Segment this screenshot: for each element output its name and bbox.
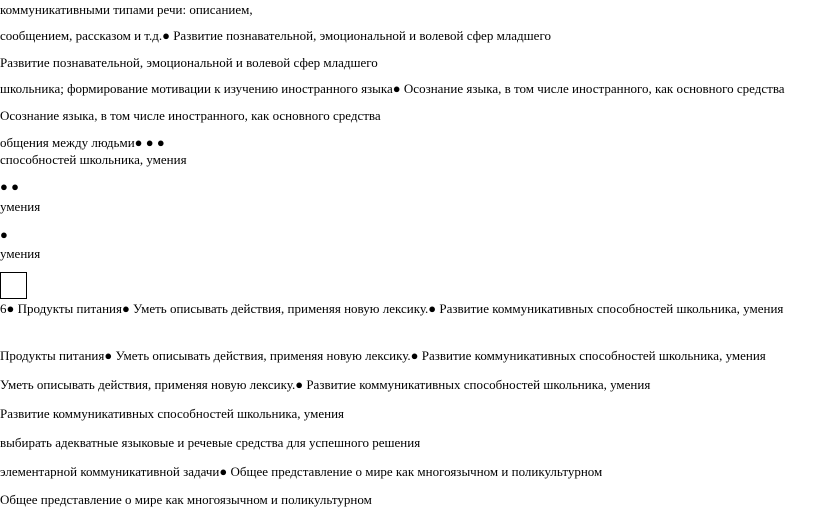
- text-line-18: Общее представление о мире как многоязычном и поликультурном: [0, 492, 372, 507]
- text-line-11: умения: [0, 246, 41, 261]
- text-line-4: школьника; формирование мотивации к изучению иностранного языка● Осознание языка, в том числе иностранного, как основного средства: [0, 81, 785, 96]
- text-line-7: способностей школьника, умения: [0, 152, 187, 167]
- text-line-16: выбирать адекватные языковые и речевые средства для успешного решения: [0, 435, 421, 450]
- text-line-13: Продукты питания● Уметь описывать действия, применяя новую лексику.● Развитие коммуникативных способностей школьника, умения: [0, 348, 766, 363]
- text-line-2: сообщением, рассказом и т.д.● Развитие познавательной, эмоциональной и волевой сфер младшего: [0, 28, 551, 43]
- text-line-3: Развитие познавательной, эмоциональной и волевой сфер младшего: [0, 55, 378, 70]
- text-line-9: умения: [0, 199, 41, 214]
- text-line-15: Развитие коммуникативных способностей школьника, умения: [0, 406, 345, 421]
- empty-box: [0, 272, 27, 299]
- text-line-17: элементарной коммуникативной задачи● Общее представление о мире как многоязычном и поликультурном: [0, 464, 603, 479]
- text-line-8: ● ●: [0, 179, 19, 194]
- text-line-6: общения между людьми● ● ●: [0, 135, 165, 150]
- text-line-14: Уметь описывать действия, применяя новую лексику.● Развитие коммуникативных способностей школьника, умения: [0, 377, 651, 392]
- text-line-5: Осознание языка, в том числе иностранного, как основного средства: [0, 108, 381, 123]
- text-line-12: 6● Продукты питания● Уметь описывать действия, применяя новую лексику.● Развитие коммуникативных способностей школьника, умения: [0, 301, 784, 316]
- text-line-10: ●: [0, 227, 8, 242]
- text-line-1: коммуникативными типами речи: описанием,: [0, 2, 253, 17]
